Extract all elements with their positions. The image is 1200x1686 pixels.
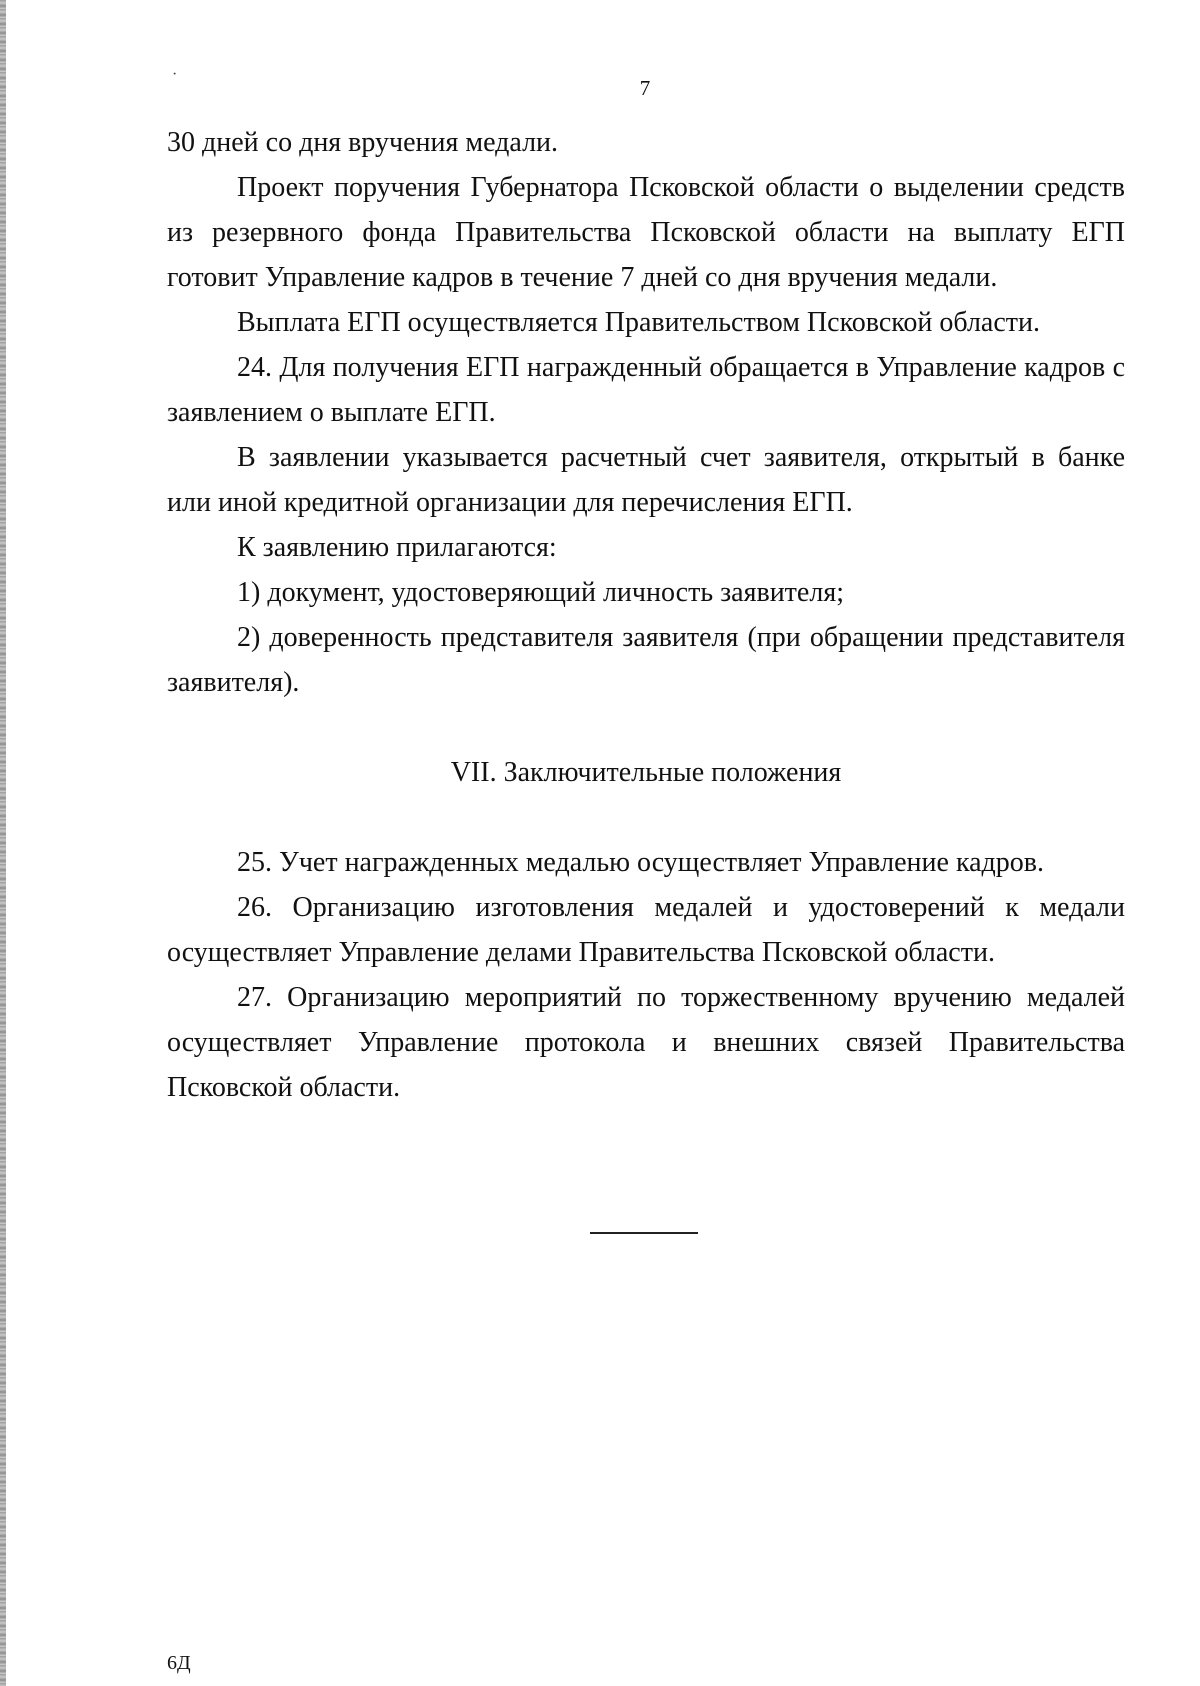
paragraph-2: Проект поручения Губернатора Псковской области о выделении средств из резервного фонда Правительства Псковской области на выплату ЕГП готовит Управление кадров в течение 7 дней со дня вручения медали. xyxy=(167,172,1125,293)
paragraph-5: В заявлении указывается расчетный счет заявителя, открытый в банке или иной кредитной организации для перечисления ЕГП. xyxy=(167,442,1125,518)
final-paragraph-3: 27. Организацию мероприятий по торжественному вручению медалей осуществляет Управление протокола и внешних связей Правительства Псковской области. xyxy=(167,982,1125,1103)
paragraph-4: 24. Для получения ЕГП награжденный обращается в Управление кадров с заявлением о выплате ЕГП. xyxy=(167,352,1125,428)
footer-mark: 6Д xyxy=(167,1652,191,1674)
paragraph-6: К заявлению прилагаются: xyxy=(237,532,557,563)
paragraph-3: Выплата ЕГП осуществляется Правительством Псковской области. xyxy=(237,307,1041,338)
end-separator-line xyxy=(590,1232,698,1234)
final-paragraph-1: 25. Учет награжденных медалью осуществляет Управление кадров. xyxy=(237,847,1045,878)
scan-edge xyxy=(0,0,6,1686)
page-number: 7 xyxy=(639,76,651,100)
scan-speck: · xyxy=(172,66,178,83)
paragraph-1: 30 дней со дня вручения медали. xyxy=(167,127,559,158)
paragraph-8: 2) доверенность представителя заявителя (при обращении представителя заявителя). xyxy=(167,622,1125,698)
final-paragraph-2: 26. Организацию изготовления медалей и удостоверений к медали осуществляет Управление делами Правительства Псковской области. xyxy=(167,892,1125,968)
paragraph-7: 1) документ, удостоверяющий личность заявителя; xyxy=(237,577,844,608)
section-heading: VII. Заключительные положения xyxy=(450,757,842,788)
document-body xyxy=(167,120,1125,1110)
